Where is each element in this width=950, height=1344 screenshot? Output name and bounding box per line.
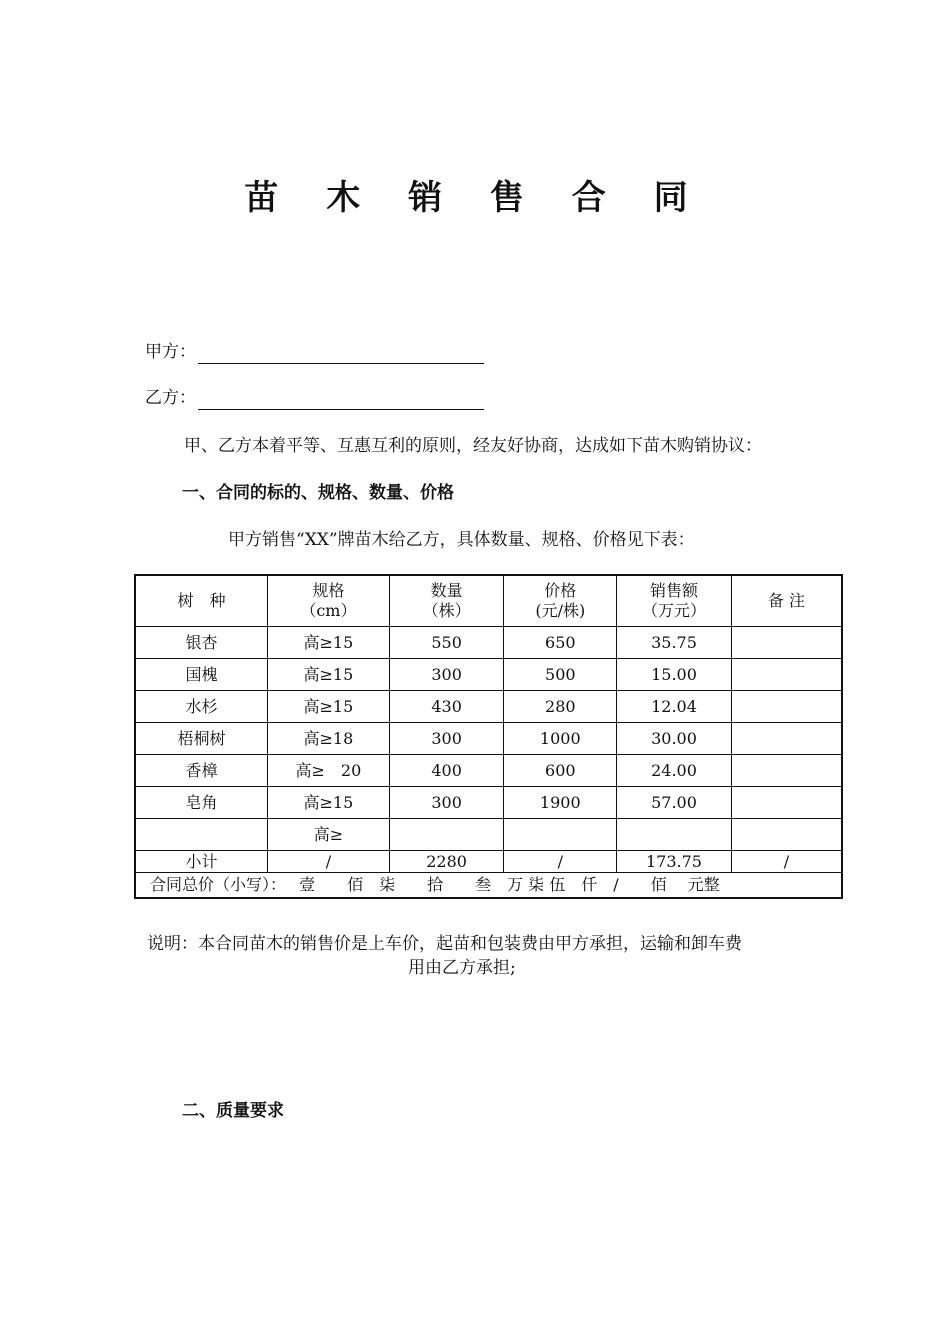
party-a-label: 甲方： bbox=[145, 342, 196, 362]
header-spec-unit: （cm） bbox=[300, 601, 357, 620]
table-row bbox=[135, 659, 842, 691]
cell-spec: 高≥ 20 bbox=[268, 755, 390, 787]
cell-price: 650 bbox=[504, 627, 617, 659]
cell-price: 1900 bbox=[504, 787, 617, 819]
cell-spec: 高≥15 bbox=[268, 627, 390, 659]
cell-qty: 300 bbox=[389, 723, 504, 755]
cell-species bbox=[135, 819, 268, 851]
cell-spec: 高≥ bbox=[268, 819, 390, 851]
header-spec bbox=[268, 575, 390, 627]
header-price bbox=[504, 575, 617, 627]
cell-amount: 24.00 bbox=[617, 755, 732, 787]
section-1-heading: 一、合同的标的、规格、数量、价格 bbox=[182, 483, 454, 503]
cell-qty: 430 bbox=[389, 691, 504, 723]
subtotal-price: / bbox=[504, 851, 617, 873]
cell-remark bbox=[731, 659, 842, 691]
cell-remark bbox=[731, 755, 842, 787]
subtotal-row bbox=[135, 851, 842, 873]
total-price-text: 合同总价（小写）： 壹 佰 柒 拾 叁 万 柒 伍 仟 / 佰 元整 bbox=[135, 873, 842, 899]
total-row bbox=[135, 873, 842, 899]
cell-price: 1000 bbox=[504, 723, 617, 755]
section-2-heading: 二、质量要求 bbox=[182, 1101, 284, 1121]
cell-remark bbox=[731, 723, 842, 755]
table-header-row bbox=[135, 575, 842, 627]
cell-qty: 400 bbox=[389, 755, 504, 787]
cell-spec: 高≥15 bbox=[268, 691, 390, 723]
cell-remark bbox=[731, 787, 842, 819]
header-qty bbox=[389, 575, 504, 627]
party-b-label: 乙方： bbox=[145, 388, 196, 408]
header-amount bbox=[617, 575, 732, 627]
cell-amount bbox=[617, 819, 732, 851]
table-row-empty bbox=[135, 819, 842, 851]
party-b-blank bbox=[198, 391, 484, 410]
subtotal-remark: / bbox=[731, 851, 842, 873]
cell-remark bbox=[731, 819, 842, 851]
cell-amount: 15.00 bbox=[617, 659, 732, 691]
party-a-line bbox=[145, 340, 484, 364]
cell-qty: 300 bbox=[389, 659, 504, 691]
cell-species: 国槐 bbox=[135, 659, 268, 691]
cell-remark bbox=[731, 627, 842, 659]
document-title: 苗 木 销 售 合 同 bbox=[244, 178, 706, 218]
cell-spec: 高≥15 bbox=[268, 659, 390, 691]
table-row bbox=[135, 691, 842, 723]
header-price-label: 价格 bbox=[544, 581, 577, 600]
cell-species: 皂角 bbox=[135, 787, 268, 819]
subtotal-amount: 173.75 bbox=[617, 851, 732, 873]
section-1-text: 甲方销售“XX”牌苗木给乙方，具体数量、规格、价格见下表： bbox=[228, 530, 695, 550]
header-qty-label: 数量 bbox=[430, 581, 463, 600]
header-qty-unit: （株） bbox=[422, 601, 471, 620]
cell-species: 香樟 bbox=[135, 755, 268, 787]
header-remark: 备 注 bbox=[731, 575, 842, 627]
intro-paragraph: 甲、乙方本着平等、互惠互利的原则，经友好协商，达成如下苗木购销协议： bbox=[184, 436, 762, 456]
header-species: 树 种 bbox=[135, 575, 268, 627]
table-row bbox=[135, 755, 842, 787]
table-row bbox=[135, 627, 842, 659]
cell-amount: 57.00 bbox=[617, 787, 732, 819]
cell-amount: 30.00 bbox=[617, 723, 732, 755]
note-line-1: 说明：本合同苗木的销售价是上车价，起苗和包装费由甲方承担，运输和卸车费 bbox=[147, 934, 742, 954]
subtotal-spec: / bbox=[268, 851, 390, 873]
header-price-unit: (元/株) bbox=[535, 601, 586, 620]
cell-remark bbox=[731, 691, 842, 723]
cell-species: 银杏 bbox=[135, 627, 268, 659]
cell-spec: 高≥18 bbox=[268, 723, 390, 755]
goods-table bbox=[134, 574, 843, 899]
subtotal-qty: 2280 bbox=[389, 851, 504, 873]
table-row bbox=[135, 787, 842, 819]
cell-price: 280 bbox=[504, 691, 617, 723]
cell-qty: 550 bbox=[389, 627, 504, 659]
cell-price bbox=[504, 819, 617, 851]
party-b-line bbox=[145, 386, 484, 410]
cell-species: 梧桐树 bbox=[135, 723, 268, 755]
cell-qty bbox=[389, 819, 504, 851]
cell-price: 500 bbox=[504, 659, 617, 691]
cell-qty: 300 bbox=[389, 787, 504, 819]
subtotal-label: 小计 bbox=[135, 851, 268, 873]
cell-amount: 35.75 bbox=[617, 627, 732, 659]
cell-amount: 12.04 bbox=[617, 691, 732, 723]
cell-species: 水杉 bbox=[135, 691, 268, 723]
table-row bbox=[135, 723, 842, 755]
header-spec-label: 规格 bbox=[312, 581, 345, 600]
note-line-2: 用由乙方承担; bbox=[408, 958, 516, 978]
header-amount-unit: （万元） bbox=[641, 601, 706, 620]
cell-price: 600 bbox=[504, 755, 617, 787]
header-amount-label: 销售额 bbox=[649, 581, 698, 600]
party-a-blank bbox=[198, 345, 484, 364]
cell-spec: 高≥15 bbox=[268, 787, 390, 819]
